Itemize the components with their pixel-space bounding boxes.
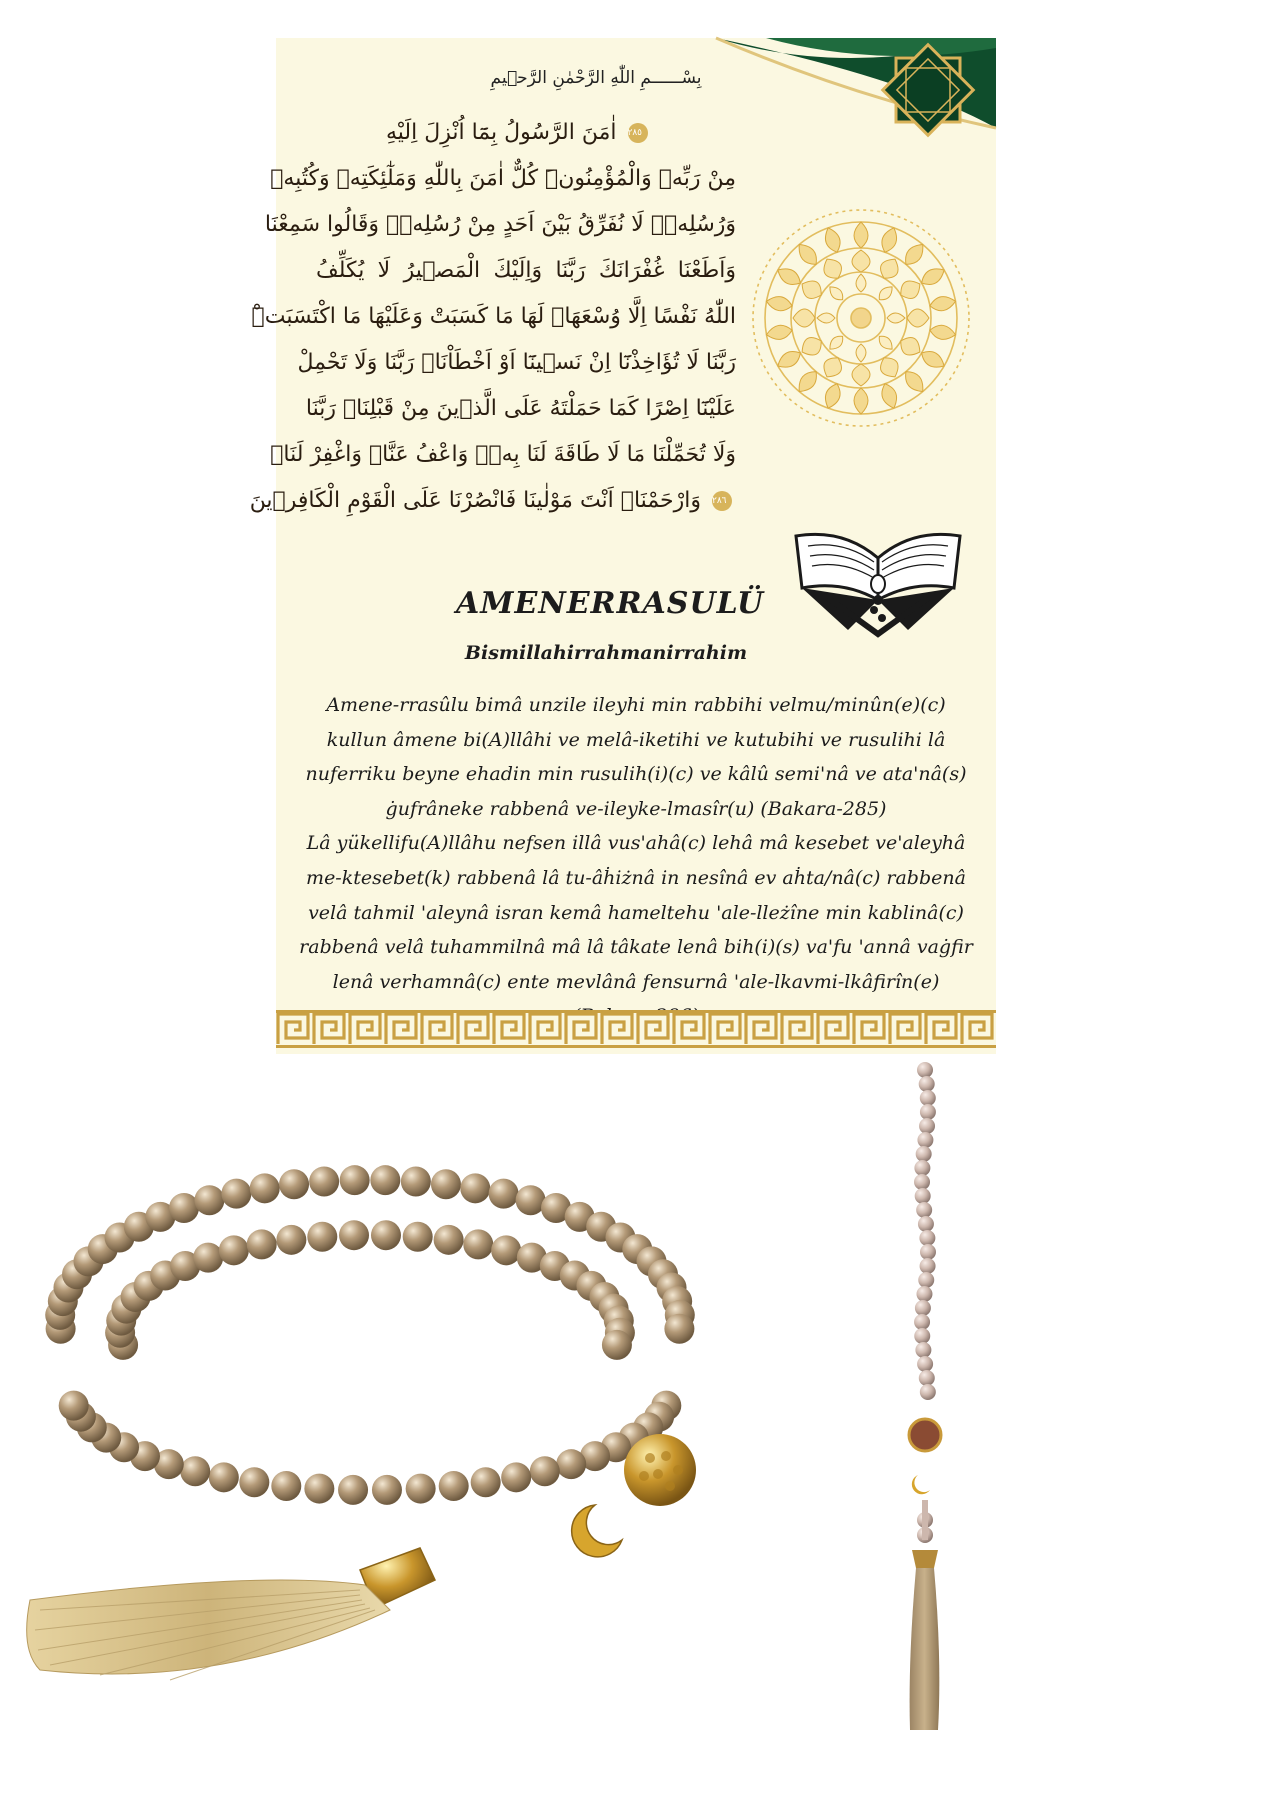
bead <box>339 1220 369 1250</box>
bead <box>919 1230 935 1246</box>
quran-rehal-icon <box>788 518 968 638</box>
bead <box>194 1185 224 1215</box>
bead <box>917 1132 933 1148</box>
bead <box>915 1342 931 1358</box>
bead <box>434 1225 464 1255</box>
bead-strand <box>45 1165 695 1505</box>
bead <box>914 1160 930 1176</box>
bead <box>920 1090 936 1106</box>
arabic-line: عَلَيْنَٓا اِصْرًا كَمَا حَمَلْتَهُ عَلَى الَّذ۪ينَ مِنْ قَبْلِنَاۚ رَبَّنَا <box>305 396 736 421</box>
tesbih-prayer-beads-photo <box>10 1130 730 1690</box>
bead <box>914 1328 930 1344</box>
card-title: AMENERRASULÜ <box>456 586 765 621</box>
bead <box>59 1391 89 1421</box>
bead <box>489 1179 519 1209</box>
bead <box>491 1235 521 1265</box>
arabic-line: مِنْ رَبِّه۪ وَالْمُؤْمِنُونَۜ كُلٌّ اٰمَنَ بِاللّٰهِ وَمَلٰٓئِكَتِه۪ وَكُتُبِه۪ <box>270 166 736 191</box>
bead <box>471 1467 501 1497</box>
bead <box>530 1456 560 1486</box>
bead <box>307 1222 337 1252</box>
bead <box>276 1225 306 1255</box>
bead <box>916 1146 932 1162</box>
bead <box>247 1229 277 1259</box>
arabic-line: وَلَا تُحَمِّلْنَا مَا لَا طَاقَةَ لَنَا بِه۪ۚ وَاعْفُ عَنَّاࣞ وَاغْفِرْ لَنَاࣞ <box>270 442 736 467</box>
bead <box>460 1173 490 1203</box>
bead <box>371 1220 401 1250</box>
bead <box>279 1169 309 1199</box>
tassel-icon <box>27 1580 390 1674</box>
bead <box>664 1314 694 1344</box>
transliteration-ayah-286: Lâ yükellifu(A)llâhu nefsen illâ vus'ahâ(c) lehâ mâ kesebet ve'aleyhâ me-ktesebet(k) rabbenâ lâ tu-âḣiżnâ in nesînâ ev aḣta/nâ(c) rabbenâ velâ tahmil 'aleynâ isran kemâ hameltehu 'ale-lleżîne min kablinâ(c) rabbenâ velâ tuhammilnâ mâ lâ tâkate lenâ bih(i)(s) va'fu 'annâ vaġfir lenâ verhamnâ(c) ente mevlânâ fensurnâ 'ale-lkavmi-lkâfirîn(e) <box>299 832 973 993</box>
amenerrasulu-card <box>249 38 996 1054</box>
bead <box>918 1272 934 1288</box>
card-subtitle: Bismillahirrahmanirrahim <box>464 642 748 664</box>
bead <box>914 1314 930 1330</box>
bead <box>340 1165 370 1195</box>
bead <box>919 1118 935 1134</box>
bead <box>917 1062 933 1078</box>
bead <box>304 1474 334 1504</box>
bead <box>501 1462 531 1492</box>
bead <box>406 1474 436 1504</box>
transliteration-block <box>298 688 974 1034</box>
bead <box>370 1165 400 1195</box>
bead <box>919 1076 935 1092</box>
bead <box>916 1286 932 1302</box>
crescent-icon <box>912 1475 930 1494</box>
greek-key-border-icon <box>276 1010 996 1048</box>
bismillah-arabic: بِسْــــــمِ اللّٰهِ الرَّحْمٰنِ الرَّح۪يمِ <box>490 68 702 88</box>
arabic-line: وَاَطَعْنَا غُفْرَانَكَ رَبَّنَا وَاِلَيْكَ الْمَص۪يرُ لَا يُكَلِّفُ <box>316 258 736 283</box>
imame-bead <box>909 1419 941 1451</box>
bead <box>372 1475 402 1505</box>
mandala-ornament-icon <box>746 203 976 433</box>
bead <box>250 1173 280 1203</box>
bead <box>915 1188 931 1204</box>
bead <box>193 1243 223 1273</box>
ayah-mark: ٢٨٥ <box>628 123 648 143</box>
arabic-line: ٢٨٦ وَارْحَمْنَاࣞ اَنْتَ مَوْلٰينَا فَانْصُرْنَا عَلَى الْقَوْمِ الْكَافِر۪ينَ <box>316 478 736 524</box>
bead <box>917 1356 933 1372</box>
bead <box>439 1471 469 1501</box>
bead <box>403 1222 433 1252</box>
bead <box>271 1471 301 1501</box>
bead <box>431 1169 461 1199</box>
bead <box>920 1384 936 1400</box>
crescent-icon <box>572 1505 622 1557</box>
bead <box>920 1258 936 1274</box>
bead <box>914 1174 930 1190</box>
arabic-line: رَبَّنَا لَا تُؤَاخِذْنَٓا اِنْ نَس۪ينَٓا اَوْ اَخْطَاْنَاۚ رَبَّنَا وَلَا تَحْمِلْ <box>297 350 736 375</box>
arabic-verse-block <box>249 110 736 524</box>
bead <box>915 1300 931 1316</box>
bead <box>602 1330 632 1360</box>
bead <box>401 1167 431 1197</box>
bead <box>916 1202 932 1218</box>
bead <box>309 1167 339 1197</box>
octagram-star-icon <box>706 38 996 158</box>
bead <box>919 1370 935 1386</box>
tesbih-vertical-photo <box>880 1060 970 1740</box>
bead <box>338 1475 368 1505</box>
ayah-mark: ٢٨٦ <box>712 491 732 511</box>
bead <box>463 1229 493 1259</box>
bead <box>221 1179 251 1209</box>
bead <box>169 1193 199 1223</box>
bead <box>180 1456 210 1486</box>
arabic-line: وَرُسُلِه۪ۜ لَا نُفَرِّقُ بَيْنَ اَحَدٍ مِنْ رُسُلِه۪ۜ وَقَالُوا سَمِعْنَا <box>264 212 736 237</box>
bead <box>209 1462 239 1492</box>
bead <box>516 1185 546 1215</box>
arabic-line: اللّٰهُ نَفْسًا اِلَّا وُسْعَهَاۜ لَهَا مَا كَسَبَتْ وَعَلَيْهَا مَا اكْتَسَبَتْۜ <box>251 304 736 329</box>
pearl-strand <box>914 1062 936 1543</box>
bead <box>556 1449 586 1479</box>
bead <box>219 1235 249 1265</box>
arabic-line: ٢٨٥ اٰمَنَ الرَّسُولُ بِمَٓا اُنْزِلَ اِلَيْهِ <box>316 110 736 156</box>
bead <box>920 1244 936 1260</box>
tassel-icon <box>910 1568 940 1730</box>
bead <box>918 1216 934 1232</box>
bead <box>920 1104 936 1120</box>
bead <box>239 1467 269 1497</box>
transliteration-ayah-285: Amene-rrasûlu bimâ unzile ileyhi min rabbihi velmu/minûn(e)(c) kullun âmene bi(A)llâhi ve melâ-iketihi ve kutubihi ve rusulihi lâ nuferriku beyne ehadin min rusulih(i)(c) ve kâlû semi'nâ ve ata'nâ(s) ġufrâneke rabbenâ ve-ileyke-lmasîr(u) (Bakara-285) <box>305 694 967 820</box>
